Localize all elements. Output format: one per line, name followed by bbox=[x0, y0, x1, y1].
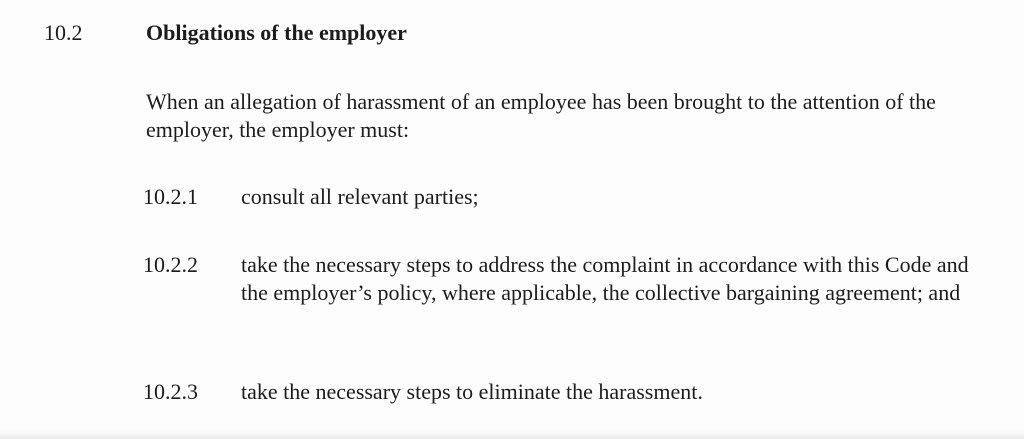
section-heading: Obligations of the employer bbox=[146, 20, 407, 45]
section-number: 10.2 bbox=[44, 20, 83, 45]
item-text: take the necessary steps to address the complaint in accordance with this Code and the employer’s policy, where applicable, the collective bargaining agreement; and bbox=[241, 252, 969, 305]
item-number: 10.2.3 bbox=[143, 379, 198, 404]
item-text: take the necessary steps to eliminate the harassment. bbox=[241, 379, 703, 404]
item-number: 10.2.2 bbox=[143, 252, 198, 277]
list-item bbox=[143, 183, 1003, 213]
page-bottom-shadow bbox=[0, 430, 1024, 439]
list-item bbox=[143, 251, 1003, 341]
list-item bbox=[143, 378, 1003, 408]
item-number: 10.2.1 bbox=[143, 184, 198, 209]
section-intro-paragraph: When an allegation of harassment of an employee has been brought to the attention of the employer, the employer must: bbox=[146, 89, 936, 142]
item-text: consult all relevant parties; bbox=[241, 184, 479, 209]
